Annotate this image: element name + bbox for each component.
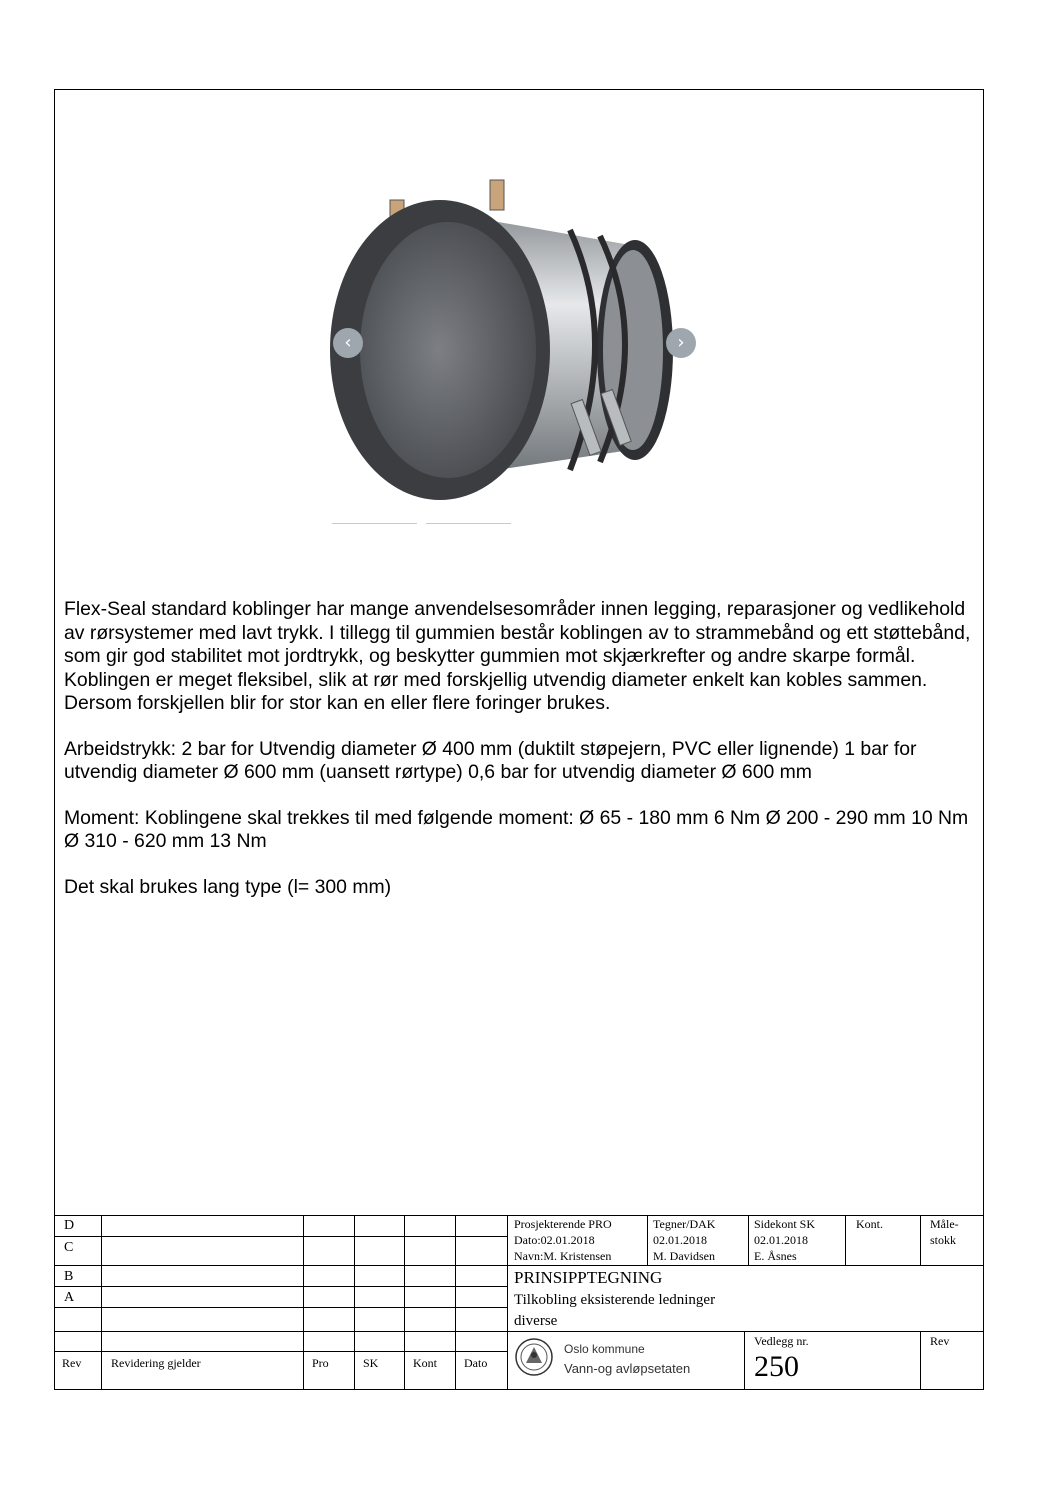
description-paragraph: Flex-Seal standard koblinger har mange anvendelsesområder innen legging, reparasjoner og vedlikehold av rørsystemer med lavt trykk. I tillegg til gummien består koblingen av to strammebånd og ett støttebånd, som gir god stabilitet mot jordtrykk, og beskytter gummien mot skjærkrefter og andre skarpe formål. Koblingen er meget fleksibel, slik at rør med forskjellig utvendig diameter enkelt kan kobles sammen. Dersom forskjellen blir for stor kan en eller flere foringer brukes.: [64, 598, 971, 714]
title-block: [54, 1215, 984, 1390]
rev-header: Rev: [62, 1356, 82, 1370]
prosjekterende-date: Dato:02.01.2018: [514, 1233, 595, 1247]
kont-header: Kont: [413, 1356, 437, 1370]
chevron-right-icon: ›: [677, 332, 685, 353]
malestokk-label: stokk: [930, 1233, 957, 1247]
sidekont-label: Sidekont SK: [754, 1217, 816, 1231]
sk-header: SK: [363, 1356, 379, 1370]
previous-image-button[interactable]: [333, 328, 363, 358]
oslo-kommune-seal-icon: [514, 1337, 554, 1377]
thumbnail-indicator[interactable]: [332, 523, 417, 524]
tegner-date: 02.01.2018: [653, 1233, 707, 1247]
tegner-name: M. Davidsen: [653, 1249, 715, 1263]
next-image-button[interactable]: [666, 328, 696, 358]
malestokk-label: Måle-: [930, 1217, 959, 1231]
drawing-title: diverse: [514, 1313, 558, 1329]
rev-letter: D: [64, 1218, 75, 1233]
kont-label: Kont.: [856, 1217, 883, 1231]
drawing-type: PRINSIPPTEGNING: [514, 1268, 663, 1287]
prosjekterende-label: Prosjekterende PRO: [514, 1217, 612, 1231]
sidekont-name: E. Åsnes: [754, 1249, 797, 1263]
description: [64, 598, 984, 921]
chevron-left-icon: ‹: [344, 332, 352, 353]
vedlegg-number: 250: [754, 1350, 799, 1383]
sidekont-date: 02.01.2018: [754, 1233, 808, 1247]
drawing-title: Tilkobling eksisterende ledninger: [514, 1292, 716, 1308]
rev-letter: C: [64, 1240, 74, 1255]
description-paragraph: Moment: Koblingene skal trekkes til med følgende moment: Ø 65 - 180 mm 6 Nm Ø 200 - 290 mm 10 Nm Ø 310 - 620 mm 13 Nm: [64, 806, 969, 852]
product-photo: [330, 150, 700, 530]
rev-letter: A: [64, 1290, 75, 1305]
vedlegg-label: Vedlegg nr.: [754, 1334, 809, 1348]
prosjekterende-name: Navn:M. Kristensen: [514, 1249, 612, 1263]
org-department: Vann-og avløpsetaten: [564, 1361, 691, 1376]
rev-letter: B: [64, 1269, 74, 1284]
rev-label: Rev: [930, 1334, 950, 1348]
description-paragraph: Det skal brukes lang type (l= 300 mm): [64, 875, 392, 898]
description-paragraph: Arbeidstrykk: 2 bar for Utvendig diameter Ø 400 mm (duktilt støpejern, PVC eller lignende) 1 bar for utvendig diameter Ø 600 mm (uansett rørtype) 0,6 bar for utvendig diameter Ø 600 mm: [64, 737, 917, 783]
revidering-header: Revidering gjelder: [111, 1356, 201, 1370]
thumbnail-indicator[interactable]: [426, 523, 511, 524]
org-name: Oslo kommune: [564, 1342, 645, 1356]
dato-header: Dato: [464, 1356, 488, 1370]
pro-header: Pro: [312, 1356, 329, 1370]
tegner-label: Tegner/DAK: [653, 1217, 716, 1231]
